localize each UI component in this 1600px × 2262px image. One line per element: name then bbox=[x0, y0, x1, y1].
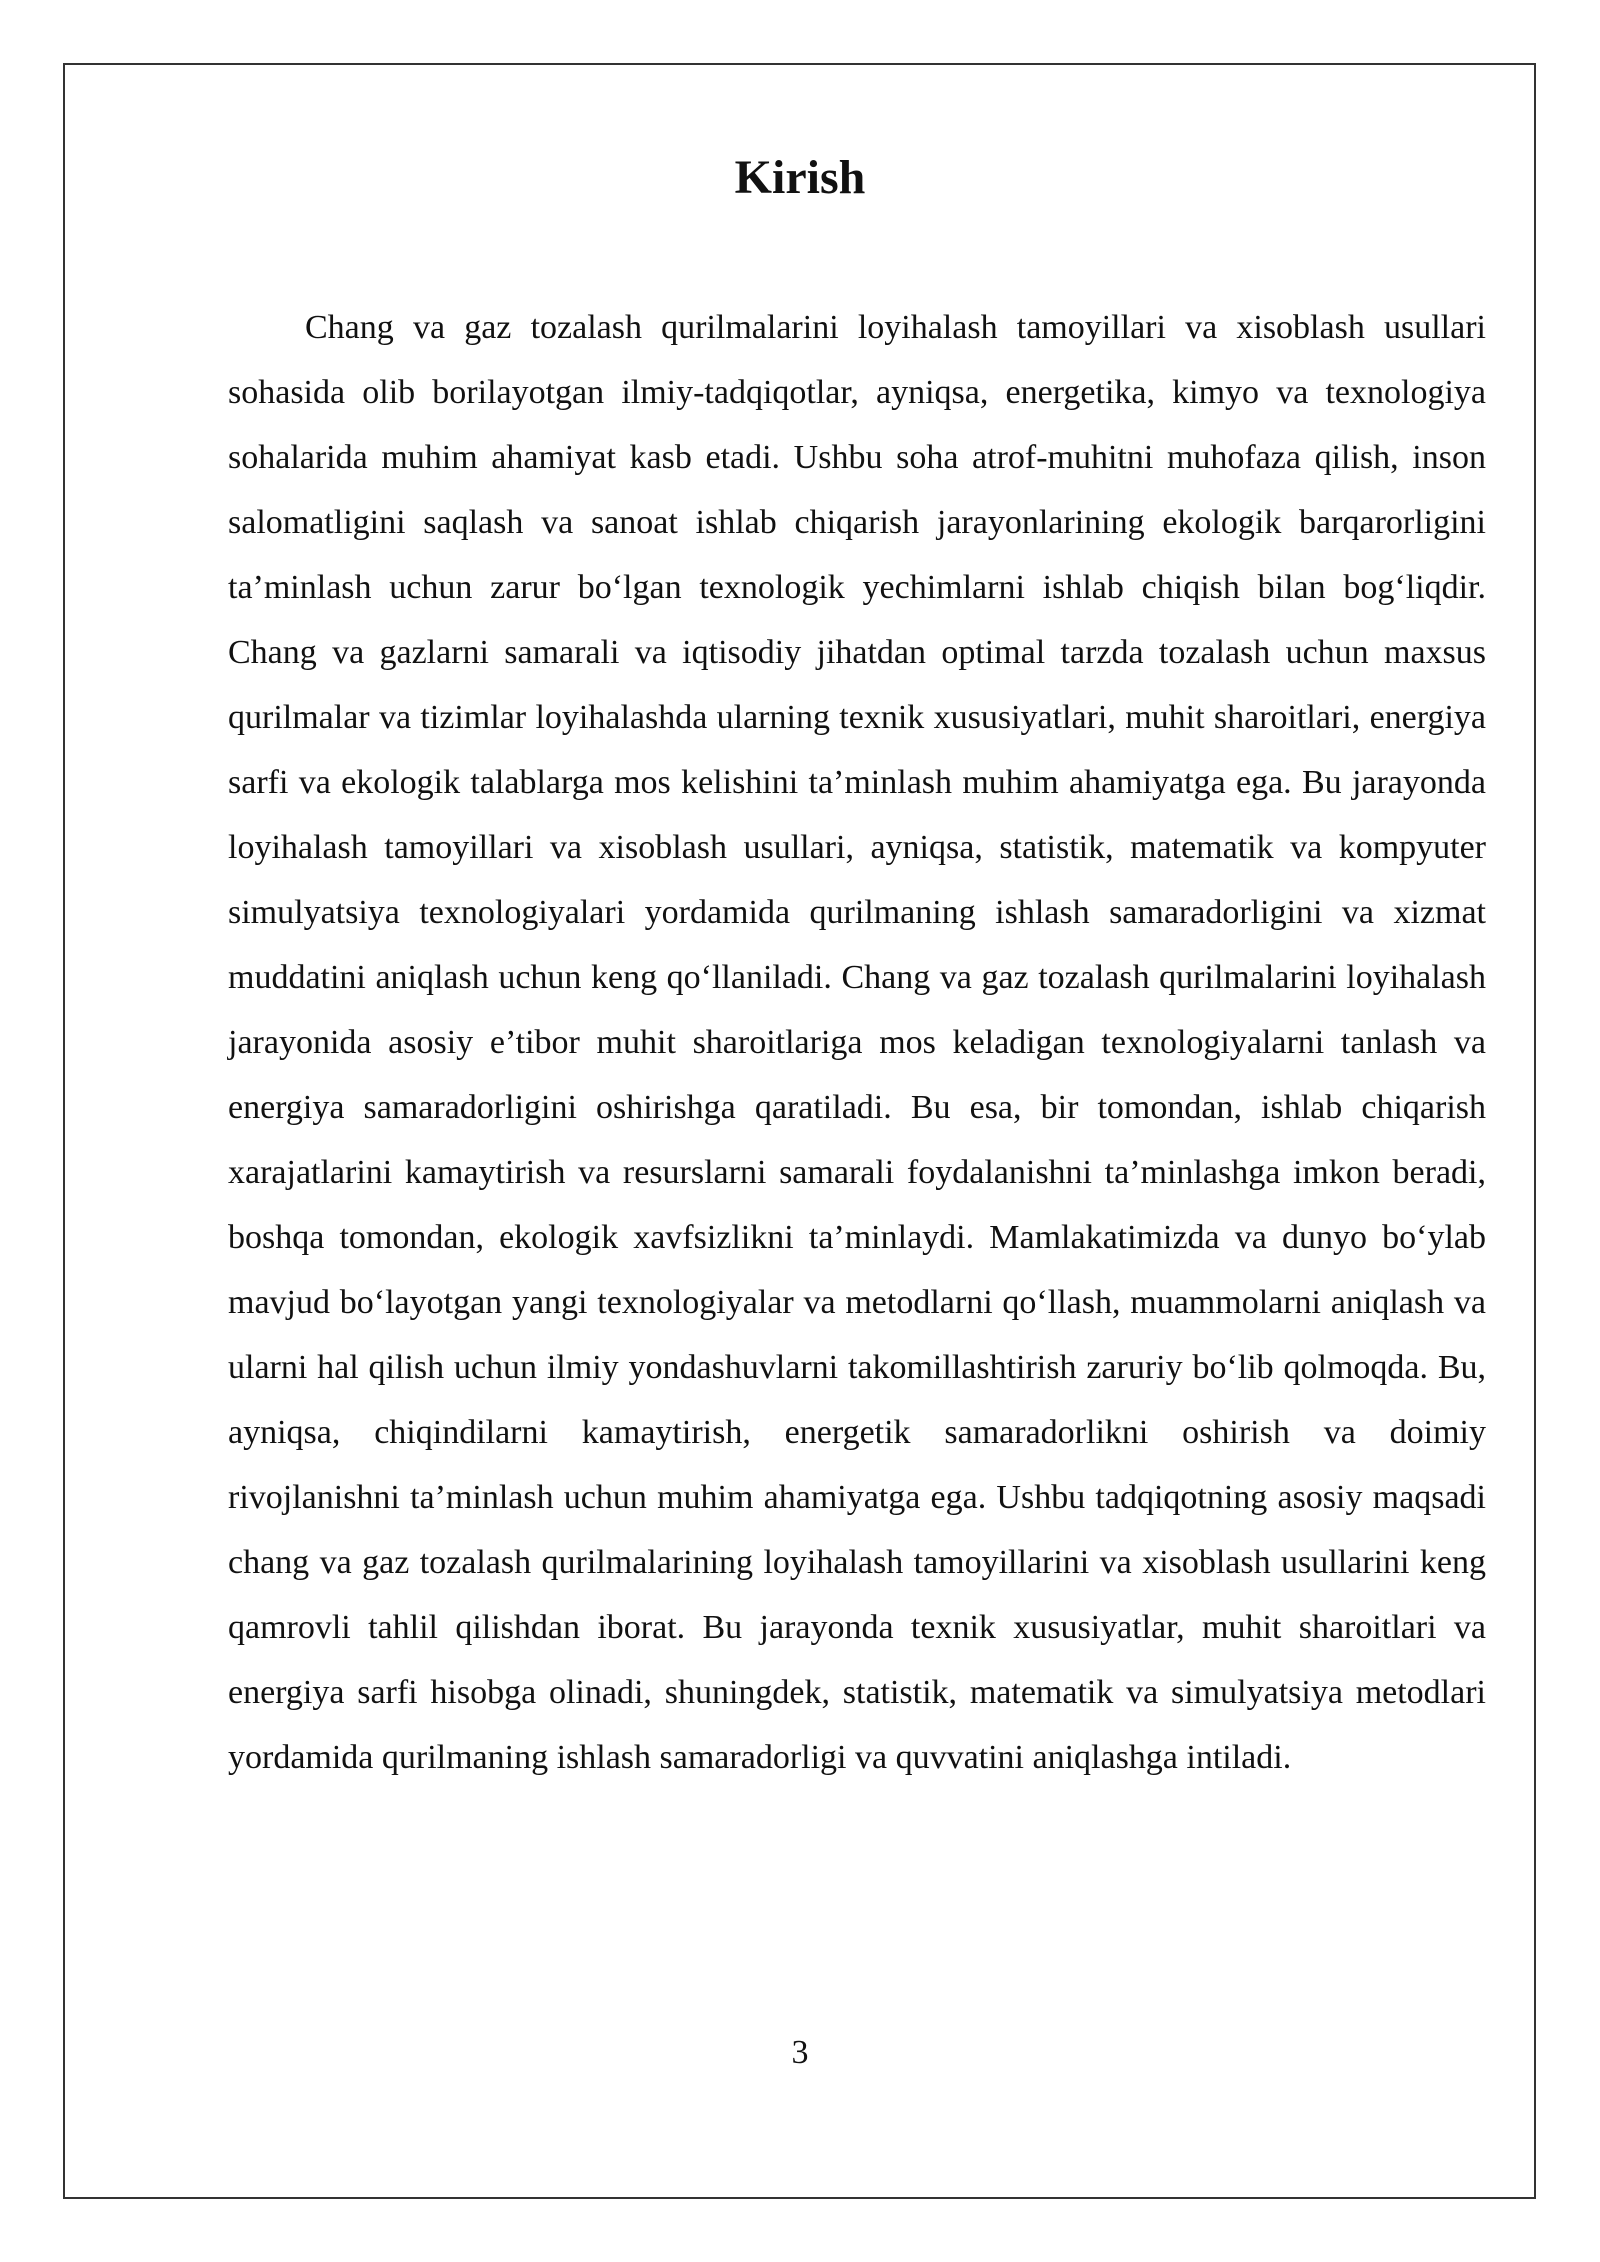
page-title: Kirish bbox=[734, 151, 866, 204]
body-paragraph: Chang va gaz tozalash qurilmalarini loyihalash tamoyillari va xisoblash usullari sohasida olib borilayotgan ilmiy-tadqiqotlar, ayniqsa, energetika, kimyo va texnologiya sohalarida muhim ahamiyat kasb etadi. Ushbu soha atrof-muhitni muhofaza qilish, inson salomatligini saqlash va sanoat ishlab chiqarish jarayonlarining ekologik barqarorligini ta’minlash uchun zarur bo‘lgan texnologik yechimlarni ishlab chiqish bilan bog‘liqdir. Chang va gazlarni samarali va iqtisodiy jihatdan optimal tarzda tozalash uchun maxsus qurilmalar va tizimlar loyihalashda ularning texnik xususiyatlari, muhit sharoitlari, energiya sarfi va ekologik talablarga mos kelishini ta’minlash muhim ahamiyatga ega. Bu jarayonda loyihalash tamoyillari va xisoblash usullari, ayniqsa, statistik, matematik va kompyuter simulyatsiya texnologiyalari yordamida qurilmaning ishlash samaradorligini va xizmat muddatini aniqlash uchun keng qo‘llaniladi. Chang va gaz tozalash qurilmalarini loyihalash jarayonida asosiy e’tibor muhit sharoitlariga mos keladigan texnologiyalarni tanlash va energiya samaradorligini oshirishga qaratiladi. Bu esa, bir tomondan, ishlab chiqarish xarajatlarini kamaytirish va resurslarni samarali foydalanishni ta’minlashga imkon beradi, boshqa tomondan, ekologik xavfsizlikni ta’minlaydi. Mamlakatimizda va dunyo bo‘ylab mavjud bo‘layotgan yangi texnologiyalar va metodlarni qo‘llash, muammolarni aniqlash va ularni hal qilish uchun ilmiy yondashuvlarni takomillashtirish zaruriy bo‘lib qolmoqda. Bu, ayniqsa, chiqindilarni kamaytirish, energetik samaradorlikni oshirish va doimiy rivojlanishni ta’minlash uchun muhim ahamiyatga ega. Ushbu tadqiqotning asosiy maqsadi chang va gaz tozalash qurilmalarining loyihalash tamoyillarini va xisoblash usullarini keng qamrovli tahlil qilishdan iborat. Bu jarayonda texnik xususiyatlar, muhit sharoitlari va energiya sarfi hisobga olinadi, shuningdek, statistik, matematik va simulyatsiya metodlari yordamida qurilmaning ishlash samaradorligi va quvvatini aniqlashga intiladi. bbox=[228, 309, 1486, 1776]
page-number: 3 bbox=[791, 2034, 809, 2071]
